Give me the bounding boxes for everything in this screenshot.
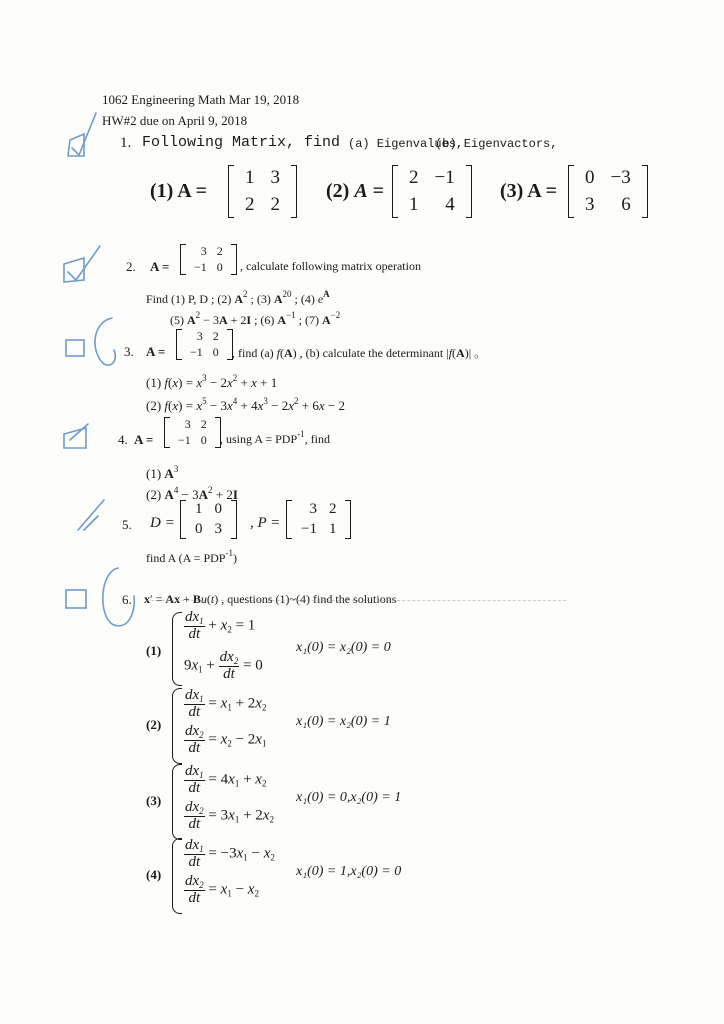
q4-instruction: , using $A = PDP^{-1}$, find (220, 429, 330, 446)
q6-system-1-label: (1) (146, 643, 162, 658)
checkbox-icon (64, 424, 88, 448)
q6-system-3-initial-condition: x₁(0) = 0,x₂(0) = 1 (296, 790, 402, 805)
q3-poly-2: (2) $f(x) = x^5 - 3x^4 + 4x^3 - 2x^2 + 6x - 2$ (146, 396, 345, 413)
q1-matrix-3: 0 −3 3 6 (568, 165, 648, 218)
circle-mark-icon (95, 318, 115, 365)
q3-matrix-label: A = (146, 344, 166, 359)
q6-system-3-eq-1: $\frac{dx_1}{dt}$ = $4x_1 + x_2$ (185, 763, 267, 796)
q1-matrix-1: 1 3 2 2 (228, 165, 297, 218)
q1-prompt: Following Matrix, find (142, 134, 341, 151)
checkmark-icon (68, 113, 96, 156)
q6-system-3-brace (172, 764, 182, 840)
q2-find-line-2: (5) $A^2 - 3A + 2I$ ; (6) $A^{-1}$ ; (7) $A^{-2}$ (170, 310, 341, 327)
q5-matrix-p: 3 2 −1 1 (286, 500, 351, 539)
q2-instruction: , calculate following matrix operation (240, 259, 421, 273)
q2-find-line-1: Find (1) P, D ; (2) $A^2$ ; (3) $A^{20}$ ; (4) $e^A$ (146, 289, 330, 306)
q6-system-4-initial-condition: x₁(0) = 1,x₂(0) = 0 (296, 864, 402, 879)
q6-system-1-brace (172, 612, 182, 686)
due-date: HW#2 due on April 9, 2018 (102, 113, 248, 128)
divider (146, 600, 566, 601)
q3-poly-1: (1) $f(x) = x^3 - 2x^2 + x + 1$ (146, 373, 278, 390)
q6-number: 6. (122, 592, 132, 607)
q5-d-label: D = (150, 515, 175, 531)
q6-system-4-eq-1: $\frac{dx_1}{dt}$ = $-3x_1 - x_2$ (185, 837, 275, 870)
q6-instruction: x′ = Ax + Bu(t) , questions (1)~(4) find the solutions (144, 592, 397, 606)
q3-matrix: 3 2 −1 0 (176, 329, 233, 360)
course-header: 1062 Engineering Math Mar 19, 2018 (102, 92, 300, 107)
q3-number: 3. (124, 344, 134, 359)
q6-system-1-eq-1: $\frac{dx_1}{dt}$ + $x_2 = 1$ (185, 609, 256, 642)
q1-number: 1. (120, 135, 132, 151)
q5-find-line: find A $(A = PDP^{-1})$ (146, 548, 237, 565)
q4-number: 4. (118, 432, 128, 447)
checkmark-icon (64, 246, 100, 282)
q1-matrix-2: 2 −1 1 4 (392, 165, 472, 218)
q6-system-2-initial-condition: x₁(0) = x₂(0) = 1 (296, 714, 391, 729)
q6-system-3-label: (3) (146, 793, 162, 808)
q4-item-1: (1) $A^3$ (146, 464, 179, 481)
checkbox-icon (66, 340, 84, 356)
q1-part-a: (a) Eigenvalues, (348, 137, 464, 151)
q4-item-2: (2) $A^4 - 3A^2 + 2I$ (146, 485, 238, 502)
q6-system-4-label: (4) (146, 867, 162, 882)
q1-matrix-1-label: (1) A = (150, 180, 207, 202)
q6-system-1-eq-2: $9x_1$ + $\frac{dx_2}{dt}$ = 0 (184, 649, 263, 682)
q6-system-2-brace (172, 688, 182, 764)
q6-system-3-eq-2: $\frac{dx_2}{dt}$ = $3x_1 + 2x_2$ (185, 799, 274, 832)
q5-number: 5. (122, 517, 132, 532)
q6-system-2-eq-2: $\frac{dx_2}{dt}$ = $x_2 - 2x_1$ (185, 723, 267, 756)
q2-matrix-label: A = (150, 259, 170, 274)
q6-system-2-eq-1: $\frac{dx_1}{dt}$ = $x_1 + 2x_2$ (185, 687, 267, 720)
q6-system-2-label: (2) (146, 717, 162, 732)
q1-matrix-3-label: (3) A = (500, 180, 557, 202)
q5-p-label: , P = (250, 515, 281, 531)
q3-instruction: , find (a) f(A) , (b) calculate the determinant |f(A)| 。 (232, 346, 487, 360)
q4-matrix: 3 2 −1 0 (164, 417, 221, 448)
q1-part-b: (b) Eigenvactors, (435, 137, 558, 151)
q2-number: 2. (126, 259, 136, 274)
q1-matrix-2-label: (2) A = (326, 180, 385, 202)
checkmark-icon (78, 500, 104, 530)
q6-system-4-brace (172, 838, 182, 914)
q5-matrix-d: 1 0 0 3 (180, 500, 237, 539)
checkbox-icon (66, 590, 86, 608)
q4-matrix-label: A = (134, 432, 154, 447)
q6-system-1-initial-condition: x₁(0) = x₂(0) = 0 (296, 640, 391, 655)
q2-matrix: 3 2 −1 0 (180, 244, 237, 275)
q6-system-4-eq-2: $\frac{dx_2}{dt}$ = $x_1 - x_2$ (185, 873, 259, 906)
